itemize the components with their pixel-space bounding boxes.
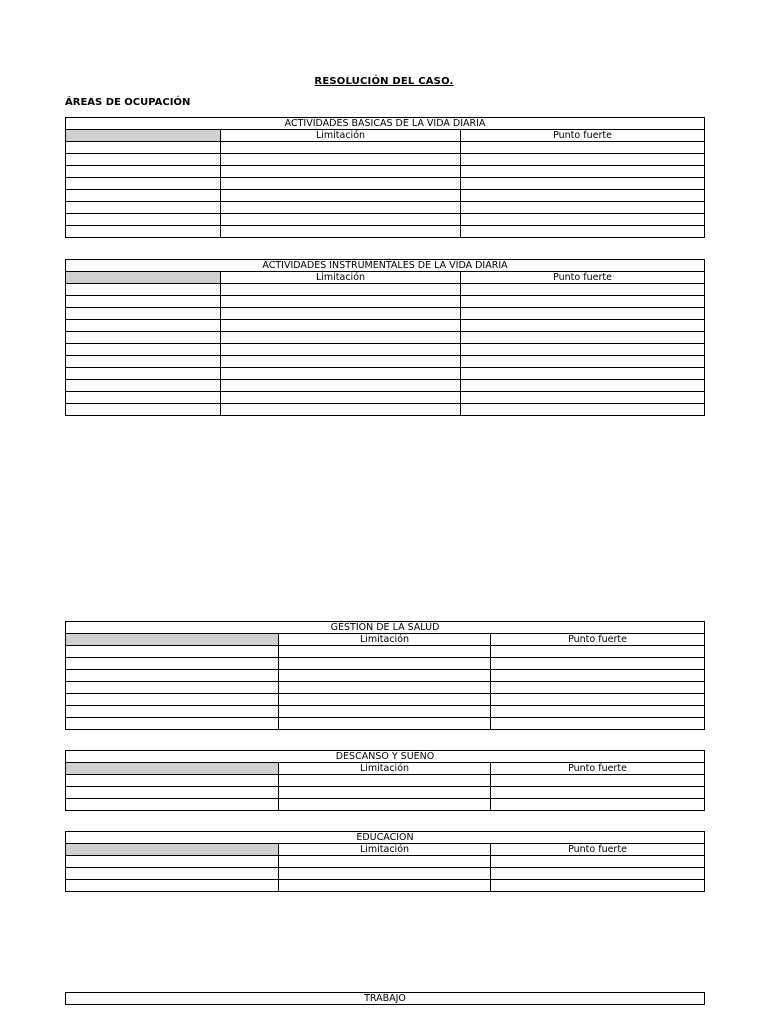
table-row <box>66 718 705 730</box>
table-cell[interactable] <box>491 670 705 682</box>
header-limitation: Limitación <box>221 130 461 142</box>
table-cell[interactable] <box>461 178 705 190</box>
header-limitation: Limitación <box>221 272 461 284</box>
table-cell[interactable] <box>461 190 705 202</box>
table-cell[interactable] <box>66 296 221 308</box>
table-header-row <box>66 844 705 856</box>
table-cell[interactable] <box>221 226 461 238</box>
table-row <box>66 166 705 178</box>
table-cell[interactable] <box>461 214 705 226</box>
header-blank-cell <box>66 272 221 284</box>
table-cell[interactable] <box>66 694 279 706</box>
table-cell[interactable] <box>491 706 705 718</box>
table-cell[interactable] <box>66 787 279 799</box>
table-cell[interactable] <box>221 332 461 344</box>
table-cell[interactable] <box>491 799 705 811</box>
table-row <box>66 380 705 392</box>
header-blank-cell <box>66 634 279 646</box>
table-row <box>66 284 705 296</box>
table-row <box>66 368 705 380</box>
table-row <box>66 392 705 404</box>
table-cell[interactable] <box>461 332 705 344</box>
table-cell[interactable] <box>221 202 461 214</box>
table-cell[interactable] <box>461 296 705 308</box>
table-cell[interactable] <box>66 799 279 811</box>
table-cell[interactable] <box>461 202 705 214</box>
table-cell[interactable] <box>279 646 491 658</box>
table-cell[interactable] <box>66 226 221 238</box>
table-cell[interactable] <box>461 380 705 392</box>
table-cell[interactable] <box>66 356 221 368</box>
table-row <box>66 706 705 718</box>
table-cell[interactable] <box>279 856 491 868</box>
table-trabajo <box>65 992 705 1005</box>
table-cell[interactable] <box>66 646 279 658</box>
table-cell[interactable] <box>221 380 461 392</box>
table-cell[interactable] <box>461 368 705 380</box>
table-row <box>66 226 705 238</box>
table-row <box>66 880 705 892</box>
table-row <box>66 190 705 202</box>
table-title: GESTION DE LA SALUD <box>66 622 705 634</box>
table-header-row <box>66 272 705 284</box>
table-row <box>66 868 705 880</box>
table-cell[interactable] <box>461 154 705 166</box>
table-cell[interactable] <box>221 368 461 380</box>
table-row <box>66 154 705 166</box>
table-cell[interactable] <box>279 670 491 682</box>
table-cell[interactable] <box>221 308 461 320</box>
header-blank-cell <box>66 763 279 775</box>
header-blank-cell <box>66 844 279 856</box>
table-descanso-sueno <box>65 750 705 811</box>
table-cell[interactable] <box>279 799 491 811</box>
table-cell[interactable] <box>66 404 221 416</box>
table-cell[interactable] <box>221 154 461 166</box>
table-cell[interactable] <box>461 308 705 320</box>
table-cell[interactable] <box>221 392 461 404</box>
table-row <box>66 344 705 356</box>
table-title: EDUCACION <box>66 832 705 844</box>
table-cell[interactable] <box>66 380 221 392</box>
table-cell[interactable] <box>279 706 491 718</box>
table-cell[interactable] <box>221 356 461 368</box>
table-cell[interactable] <box>279 775 491 787</box>
table-cell[interactable] <box>279 718 491 730</box>
table-row <box>66 404 705 416</box>
table-cell[interactable] <box>66 214 221 226</box>
table-cell[interactable] <box>66 142 221 154</box>
table-cell[interactable] <box>66 320 221 332</box>
table-cell[interactable] <box>461 166 705 178</box>
table-row <box>66 202 705 214</box>
header-limitation: Limitación <box>279 763 491 775</box>
table-row <box>66 670 705 682</box>
table-row <box>66 356 705 368</box>
table-cell[interactable] <box>221 142 461 154</box>
page-title: RESOLUCIÓN DEL CASO. <box>314 76 454 87</box>
table-cell[interactable] <box>66 392 221 404</box>
table-cell[interactable] <box>66 880 279 892</box>
table-cell[interactable] <box>491 880 705 892</box>
table-title: ACTIVIDADES INSTRUMENTALES DE LA VIDA DIARIA <box>66 260 705 272</box>
table-cell[interactable] <box>66 868 279 880</box>
table-title: TRABAJO <box>66 993 705 1005</box>
table-header-row <box>66 763 705 775</box>
table-row <box>66 332 705 344</box>
table-row <box>66 646 705 658</box>
table-cell[interactable] <box>66 775 279 787</box>
table-cell[interactable] <box>66 368 221 380</box>
table-cell[interactable] <box>221 178 461 190</box>
table-row <box>66 178 705 190</box>
table-cell[interactable] <box>66 284 221 296</box>
table-row <box>66 694 705 706</box>
table-row <box>66 308 705 320</box>
table-cell[interactable] <box>221 284 461 296</box>
table-cell[interactable] <box>461 404 705 416</box>
table-cell[interactable] <box>66 718 279 730</box>
table-cell[interactable] <box>491 658 705 670</box>
table-row <box>66 296 705 308</box>
table-cell[interactable] <box>66 202 221 214</box>
table-cell[interactable] <box>221 190 461 202</box>
table-cell[interactable] <box>491 787 705 799</box>
table-cell[interactable] <box>491 646 705 658</box>
table-row <box>66 775 705 787</box>
table-row <box>66 214 705 226</box>
table-cell[interactable] <box>461 392 705 404</box>
table-cell[interactable] <box>461 356 705 368</box>
table-cell[interactable] <box>279 694 491 706</box>
table-cell[interactable] <box>461 320 705 332</box>
table-cell[interactable] <box>66 344 221 356</box>
table-educacion <box>65 831 705 892</box>
table-cell[interactable] <box>279 880 491 892</box>
header-strength: Punto fuerte <box>491 634 705 646</box>
table-header-row <box>66 634 705 646</box>
table-cell[interactable] <box>279 787 491 799</box>
table-row <box>66 856 705 868</box>
table-row <box>66 799 705 811</box>
header-blank-cell <box>66 130 221 142</box>
table-cell[interactable] <box>221 404 461 416</box>
table-cell[interactable] <box>66 706 279 718</box>
table-cell[interactable] <box>66 178 221 190</box>
table-cell[interactable] <box>66 332 221 344</box>
table-cell[interactable] <box>221 166 461 178</box>
table-cell[interactable] <box>66 308 221 320</box>
table-title: DESCANSO Y SUEÑO <box>66 751 705 763</box>
table-cell[interactable] <box>66 670 279 682</box>
table-gestion-salud <box>65 621 705 730</box>
table-cell[interactable] <box>221 320 461 332</box>
table-cell[interactable] <box>491 694 705 706</box>
header-limitation: Limitación <box>279 634 491 646</box>
table-avd-instrumentales <box>65 259 705 416</box>
table-row <box>66 320 705 332</box>
table-cell[interactable] <box>491 718 705 730</box>
header-strength: Punto fuerte <box>491 844 705 856</box>
table-avd-basicas <box>65 117 705 238</box>
header-strength: Punto fuerte <box>461 272 705 284</box>
table-cell[interactable] <box>221 214 461 226</box>
table-cell[interactable] <box>66 154 221 166</box>
table-cell[interactable] <box>66 190 221 202</box>
table-title: ACTIVIDADES BASICAS DE LA VIDA DIARIA <box>66 118 705 130</box>
table-cell[interactable] <box>66 166 221 178</box>
header-strength: Punto fuerte <box>461 130 705 142</box>
table-row <box>66 658 705 670</box>
table-row <box>66 787 705 799</box>
table-cell[interactable] <box>491 868 705 880</box>
section-heading: ÁREAS DE OCUPACIÓN <box>65 97 191 108</box>
table-cell[interactable] <box>461 142 705 154</box>
table-cell[interactable] <box>491 775 705 787</box>
table-cell[interactable] <box>221 296 461 308</box>
header-limitation: Limitación <box>279 844 491 856</box>
table-cell[interactable] <box>66 682 279 694</box>
table-row <box>66 682 705 694</box>
table-cell[interactable] <box>279 658 491 670</box>
table-cell[interactable] <box>461 284 705 296</box>
table-cell[interactable] <box>491 682 705 694</box>
table-cell[interactable] <box>461 226 705 238</box>
table-header-row <box>66 130 705 142</box>
table-cell[interactable] <box>461 344 705 356</box>
table-cell[interactable] <box>491 856 705 868</box>
table-cell[interactable] <box>279 682 491 694</box>
table-cell[interactable] <box>279 868 491 880</box>
table-cell[interactable] <box>221 344 461 356</box>
table-cell[interactable] <box>66 856 279 868</box>
header-strength: Punto fuerte <box>491 763 705 775</box>
table-row <box>66 142 705 154</box>
table-cell[interactable] <box>66 658 279 670</box>
